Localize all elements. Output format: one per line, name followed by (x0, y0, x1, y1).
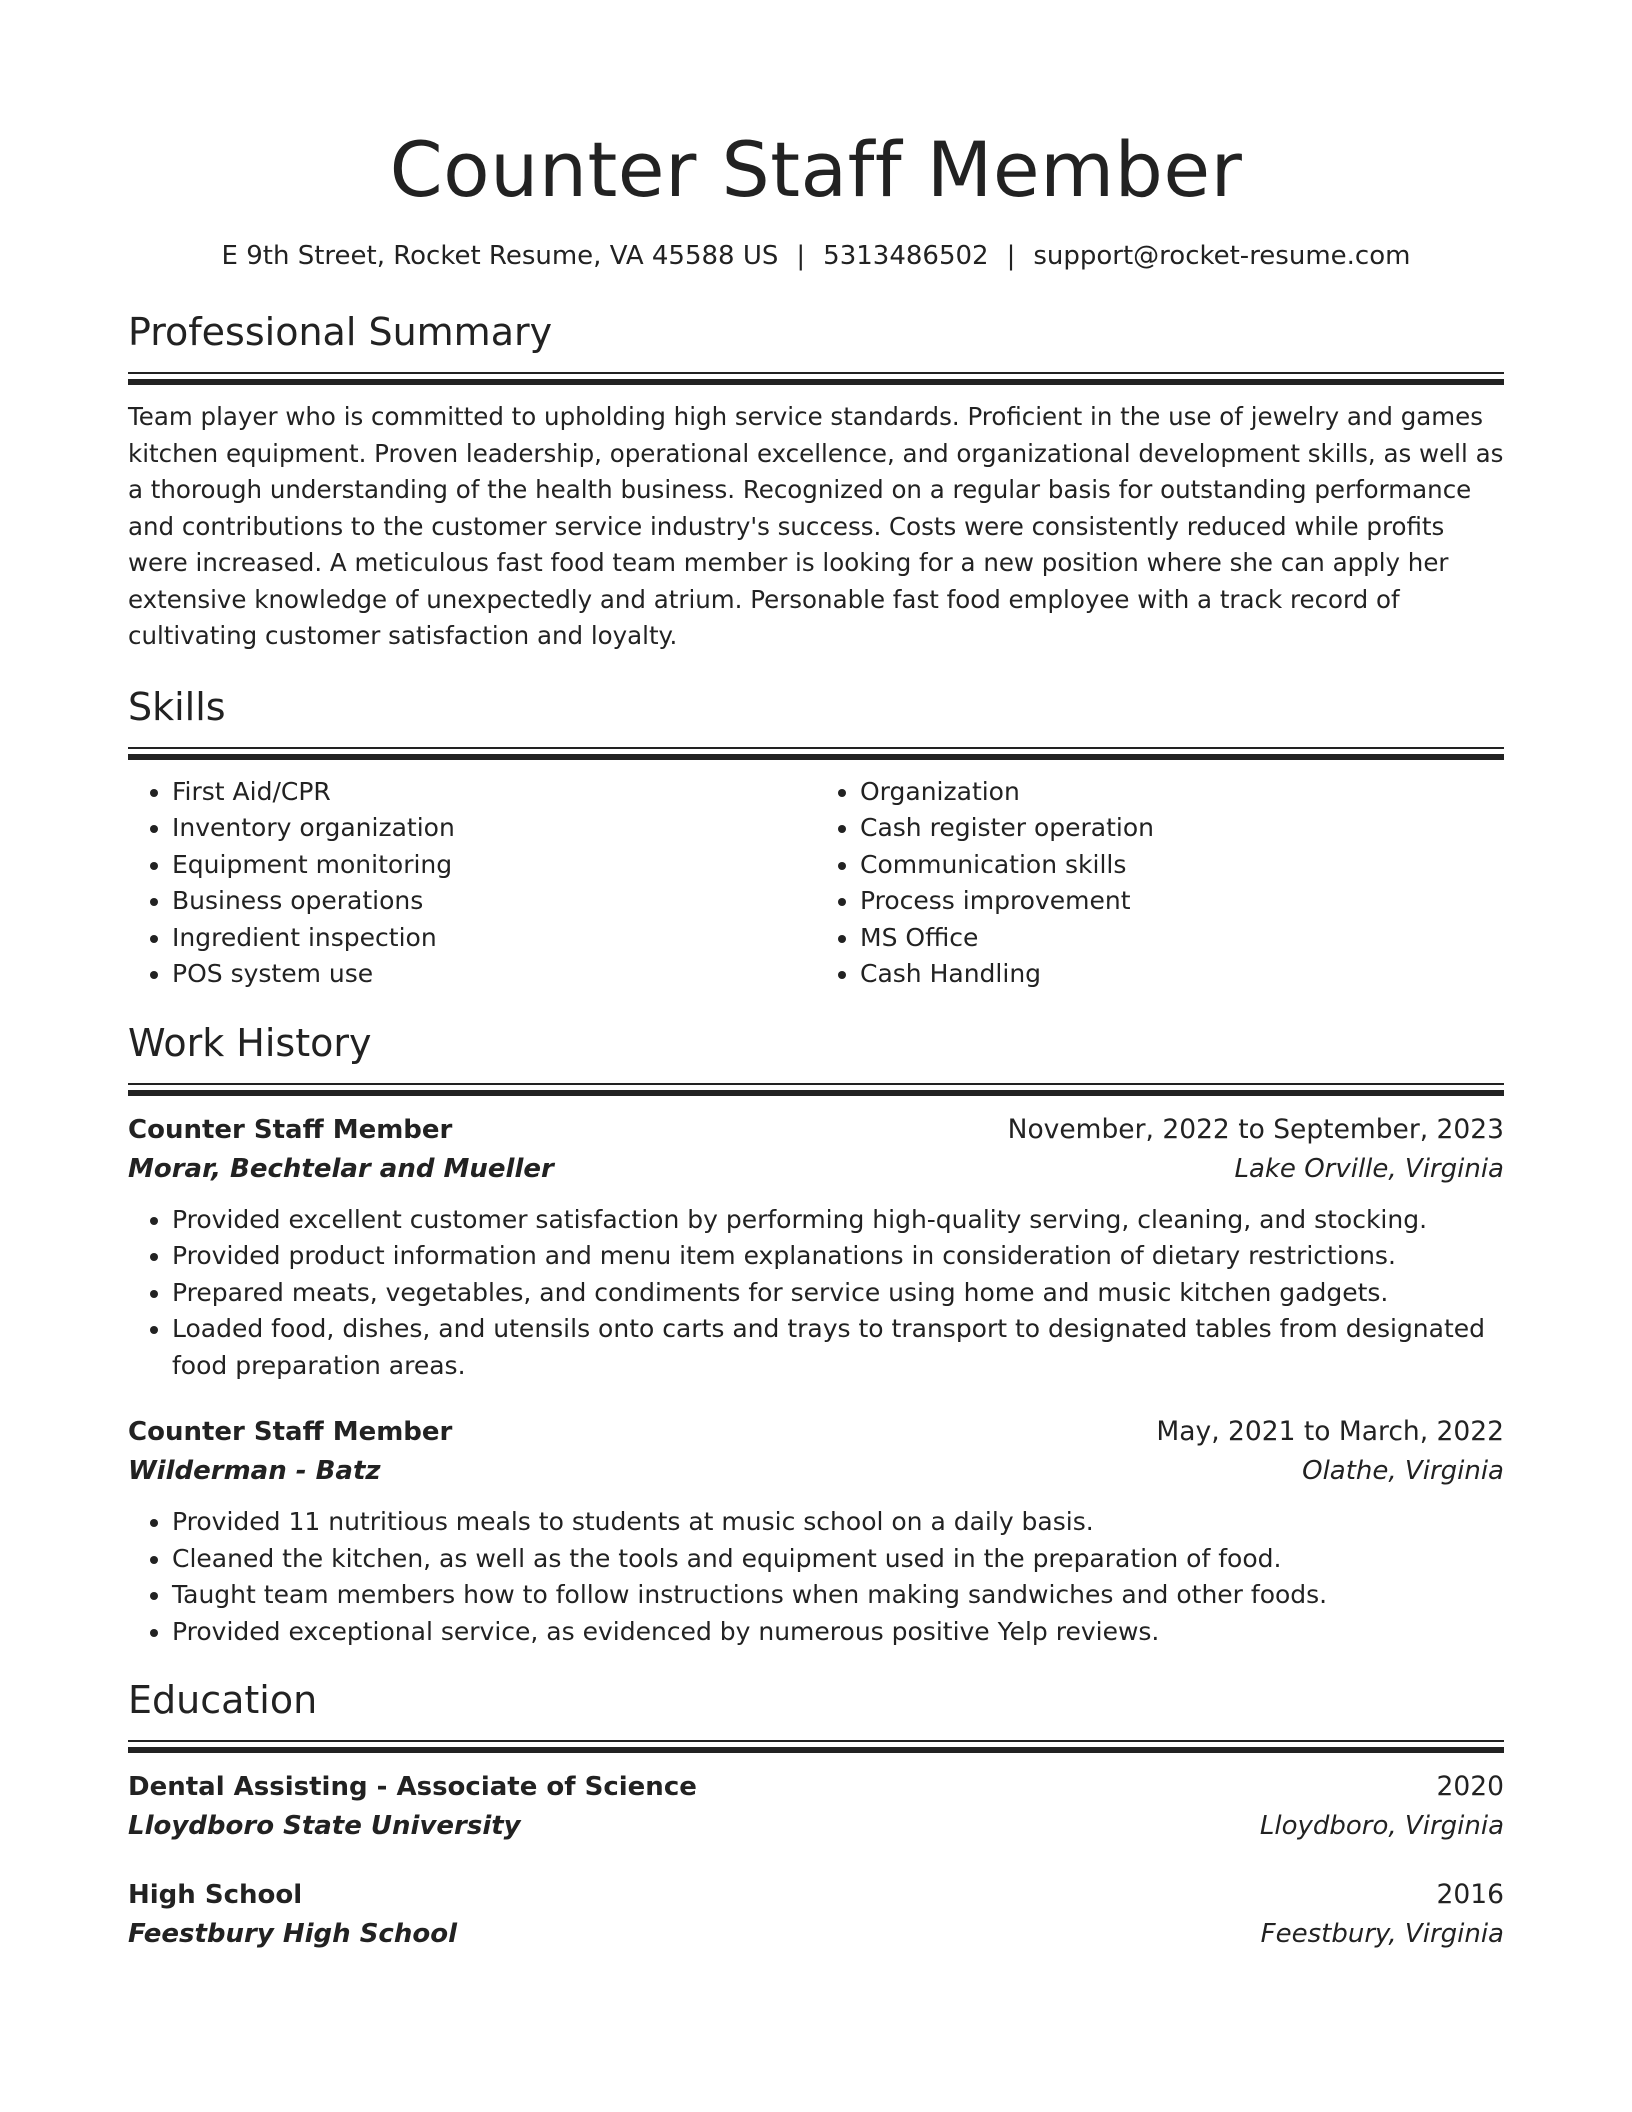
job-company: Morar, Bechtelar and Mueller (128, 1153, 554, 1184)
skills-columns (128, 774, 1504, 993)
job-duty-item: • Provided exceptional service, as evidenced by numerous positive Yelp reviews. (172, 1614, 1504, 1651)
skill-item: • Equipment monitoring (172, 847, 816, 884)
education-location: Feestbury, Virginia (1260, 1919, 1504, 1949)
candidate-name: Counter Staff Member (389, 125, 1243, 214)
job-company-row (128, 1452, 1504, 1490)
skill-item: • Process improvement (860, 883, 1504, 920)
skills-section (128, 683, 1504, 993)
contact-line (128, 238, 1504, 274)
skill-item: • Cash register operation (860, 810, 1504, 847)
job-company-row (128, 1150, 1504, 1188)
skill-item: • First Aid/CPR (172, 774, 816, 811)
section-divider (128, 747, 1504, 760)
section-title-summary: Professional Summary (128, 310, 553, 354)
summary-section (128, 308, 1504, 655)
skill-item: • Inventory organization (172, 810, 816, 847)
job-duty-item: • Provided product information and menu item explanations in consideration of dietary restrictions. (172, 1238, 1504, 1275)
skills-list-left (128, 774, 816, 993)
education-school: Feestbury High School (128, 1919, 457, 1949)
job-duties-list (128, 1504, 1504, 1650)
contact-separator: | (796, 241, 806, 271)
education-degree: High School (128, 1880, 303, 1910)
section-title-education: Education (128, 1678, 318, 1722)
education-header-row (128, 1767, 1504, 1807)
section-divider (128, 1740, 1504, 1753)
education-year: 2016 (1436, 1879, 1504, 1910)
job-location: Olathe, Virginia (1302, 1456, 1504, 1486)
contact-phone: 5313486502 (823, 241, 989, 271)
job-header-row (128, 1110, 1504, 1150)
job-header-row (128, 1412, 1504, 1452)
job-company: Wilderman - Batz (128, 1456, 381, 1486)
job-title: Counter Staff Member (128, 1417, 453, 1447)
education-year: 2020 (1436, 1771, 1504, 1802)
job-dates: May, 2021 to March, 2022 (1156, 1416, 1504, 1447)
job-duty-item: • Loaded food, dishes, and utensils onto carts and trays to transport to designated tables from designated food preparation areas. (172, 1311, 1504, 1384)
education-entry (128, 1767, 1504, 1845)
skill-item: • POS system use (172, 956, 816, 993)
contact-address: E 9th Street, Rocket Resume, VA 45588 US (221, 241, 779, 271)
section-title-skills: Skills (128, 684, 226, 729)
skill-item: • Communication skills (860, 847, 1504, 884)
job-duty-item: • Provided excellent customer satisfaction by performing high-quality serving, cleaning, and stocking. (172, 1202, 1504, 1239)
skills-list-right (816, 774, 1504, 993)
job-entry (128, 1110, 1504, 1385)
education-entry (128, 1875, 1504, 1953)
education-section (128, 1676, 1504, 1953)
skill-item: • Organization (860, 774, 1504, 811)
job-duty-item: • Provided 11 nutritious meals to students at music school on a daily basis. (172, 1504, 1504, 1541)
job-duty-item: • Prepared meats, vegetables, and condiments for service using home and music kitchen gadgets. (172, 1275, 1504, 1312)
job-title: Counter Staff Member (128, 1114, 453, 1145)
section-divider (128, 372, 1504, 385)
section-divider (128, 1083, 1504, 1096)
skill-item: • MS Office (860, 920, 1504, 957)
education-school-row (128, 1915, 1504, 1953)
education-location: Lloydboro, Virginia (1259, 1811, 1504, 1841)
skill-item: • Business operations (172, 883, 816, 920)
contact-separator: | (1006, 241, 1016, 271)
education-degree: Dental Assisting - Associate of Science (128, 1772, 697, 1802)
section-title-work-history: Work History (128, 1020, 372, 1065)
job-location: Lake Orville, Virginia (1234, 1153, 1504, 1184)
job-duty-item: • Taught team members how to follow instructions when making sandwiches and other foods. (172, 1577, 1504, 1614)
education-school-row (128, 1807, 1504, 1845)
work-history-section (128, 1019, 1504, 1651)
job-duties-list (128, 1202, 1504, 1385)
job-duty-item: • Cleaned the kitchen, as well as the tools and equipment used in the preparation of food. (172, 1541, 1504, 1578)
job-dates: November, 2022 to September, 2023 (1007, 1113, 1504, 1145)
summary-text: Team player who is committed to upholding high service standards. Proficient in the use of jewelry and games kitchen equipment. Proven leadership, operational excellence, and organizational development skills, as well as a thorough understanding of the health business. Recognized on a regular basis for outstanding performance and contributions to the customer service industry's success. Costs were consistently reduced while profits were increased. A meticulous fast food team member is looking for a new position where she can apply her extensive knowledge of unexpectedly and atrium. Personable fast food employee with a track record of cultivating customer satisfaction and loyalty. (128, 402, 1504, 650)
skill-item: • Cash Handling (860, 956, 1504, 993)
job-entry (128, 1412, 1504, 1650)
education-header-row (128, 1875, 1504, 1915)
skill-item: • Ingredient inspection (172, 920, 816, 957)
education-school: Lloydboro State University (128, 1811, 521, 1841)
contact-email: support@rocket-resume.com (1033, 241, 1411, 271)
